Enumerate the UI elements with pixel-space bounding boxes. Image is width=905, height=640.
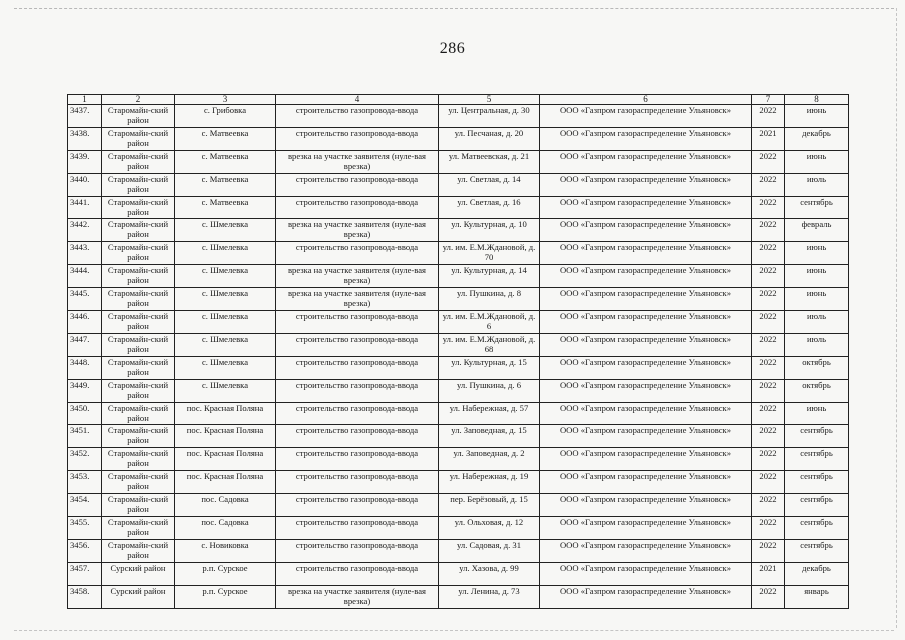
month-cell: октябрь <box>785 356 849 379</box>
gasification-schedule-table <box>67 94 849 609</box>
row-number: 3456. <box>68 539 102 562</box>
year-cell: 2022 <box>752 288 785 311</box>
table-row <box>68 539 849 562</box>
settlement-cell: с. Шмелевка <box>175 356 276 379</box>
month-cell: октябрь <box>785 379 849 402</box>
month-cell: сентябрь <box>785 539 849 562</box>
table-row <box>68 127 849 150</box>
organization-cell: ООО «Газпром газораспределение Ульяновск» <box>540 448 752 471</box>
address-cell: ул. Хазова, д. 99 <box>439 562 540 585</box>
month-cell: декабрь <box>785 127 849 150</box>
row-number: 3452. <box>68 448 102 471</box>
address-cell: ул. Пушкина, д. 8 <box>439 288 540 311</box>
row-number: 3441. <box>68 196 102 219</box>
table-row <box>68 150 849 173</box>
settlement-cell: пос. Красная Поляна <box>175 425 276 448</box>
table-row <box>68 379 849 402</box>
address-cell: пер. Берёзовый, д. 15 <box>439 494 540 517</box>
year-cell: 2022 <box>752 356 785 379</box>
settlement-cell: р.п. Сурское <box>175 585 276 608</box>
work-type-cell: врезка на участке заявителя (нуле-вая врезка) <box>276 150 439 173</box>
work-type-cell: строительство газопровода-ввода <box>276 448 439 471</box>
district-cell: Старомайн-ский район <box>102 402 175 425</box>
district-cell: Старомайн-ский район <box>102 333 175 356</box>
row-number: 3453. <box>68 471 102 494</box>
settlement-cell: с. Шмелевка <box>175 333 276 356</box>
work-type-cell: строительство газопровода-ввода <box>276 517 439 540</box>
work-type-cell: врезка на участке заявителя (нуле-вая врезка) <box>276 585 439 608</box>
column-header: 1 <box>68 95 102 105</box>
table-row <box>68 356 849 379</box>
district-cell: Старомайн-ский район <box>102 196 175 219</box>
row-number: 3439. <box>68 150 102 173</box>
work-type-cell: строительство газопровода-ввода <box>276 127 439 150</box>
table-row <box>68 517 849 540</box>
year-cell: 2022 <box>752 585 785 608</box>
district-cell: Старомайн-ский район <box>102 448 175 471</box>
column-header: 3 <box>175 95 276 105</box>
table-row <box>68 288 849 311</box>
district-cell: Сурский район <box>102 562 175 585</box>
year-cell: 2022 <box>752 379 785 402</box>
work-type-cell: строительство газопровода-ввода <box>276 356 439 379</box>
year-cell: 2022 <box>752 105 785 128</box>
district-cell: Старомайн-ский район <box>102 311 175 334</box>
month-cell: январь <box>785 585 849 608</box>
year-cell: 2022 <box>752 242 785 265</box>
work-type-cell: строительство газопровода-ввода <box>276 242 439 265</box>
year-cell: 2021 <box>752 127 785 150</box>
month-cell: июнь <box>785 242 849 265</box>
work-type-cell: строительство газопровода-ввода <box>276 311 439 334</box>
row-number: 3437. <box>68 105 102 128</box>
settlement-cell: с. Матвеевка <box>175 150 276 173</box>
organization-cell: ООО «Газпром газораспределение Ульяновск» <box>540 402 752 425</box>
address-cell: ул. Набережная, д. 19 <box>439 471 540 494</box>
table-row <box>68 425 849 448</box>
row-number: 3448. <box>68 356 102 379</box>
district-cell: Старомайн-ский район <box>102 356 175 379</box>
work-type-cell: строительство газопровода-ввода <box>276 196 439 219</box>
row-number: 3442. <box>68 219 102 242</box>
organization-cell: ООО «Газпром газораспределение Ульяновск» <box>540 265 752 288</box>
work-type-cell: строительство газопровода-ввода <box>276 379 439 402</box>
settlement-cell: с. Грибовка <box>175 105 276 128</box>
district-cell: Старомайн-ский район <box>102 494 175 517</box>
page-border-top <box>14 8 894 9</box>
organization-cell: ООО «Газпром газораспределение Ульяновск» <box>540 379 752 402</box>
row-number: 3458. <box>68 585 102 608</box>
work-type-cell: строительство газопровода-ввода <box>276 494 439 517</box>
settlement-cell: с. Шмелевка <box>175 219 276 242</box>
column-header: 5 <box>439 95 540 105</box>
month-cell: декабрь <box>785 562 849 585</box>
organization-cell: ООО «Газпром газораспределение Ульяновск» <box>540 311 752 334</box>
organization-cell: ООО «Газпром газораспределение Ульяновск» <box>540 425 752 448</box>
settlement-cell: с. Шмелевка <box>175 379 276 402</box>
table-row <box>68 471 849 494</box>
row-number: 3438. <box>68 127 102 150</box>
address-cell: ул. Культурная, д. 10 <box>439 219 540 242</box>
work-type-cell: врезка на участке заявителя (нуле-вая врезка) <box>276 288 439 311</box>
year-cell: 2022 <box>752 402 785 425</box>
page-border-bottom <box>14 630 894 631</box>
table-row <box>68 494 849 517</box>
district-cell: Старомайн-ский район <box>102 265 175 288</box>
address-cell: ул. им. Е.М.Ждановой, д. 68 <box>439 333 540 356</box>
month-cell: июнь <box>785 402 849 425</box>
settlement-cell: с. Шмелевка <box>175 288 276 311</box>
year-cell: 2022 <box>752 448 785 471</box>
district-cell: Старомайн-ский район <box>102 150 175 173</box>
settlement-cell: с. Шмелевка <box>175 242 276 265</box>
table-row <box>68 265 849 288</box>
address-cell: ул. Садовая, д. 31 <box>439 539 540 562</box>
organization-cell: ООО «Газпром газораспределение Ульяновск» <box>540 196 752 219</box>
table-row <box>68 242 849 265</box>
column-header: 8 <box>785 95 849 105</box>
month-cell: сентябрь <box>785 196 849 219</box>
organization-cell: ООО «Газпром газораспределение Ульяновск» <box>540 585 752 608</box>
year-cell: 2022 <box>752 150 785 173</box>
organization-cell: ООО «Газпром газораспределение Ульяновск» <box>540 127 752 150</box>
address-cell: ул. Матвеевская, д. 21 <box>439 150 540 173</box>
year-cell: 2022 <box>752 311 785 334</box>
year-cell: 2022 <box>752 425 785 448</box>
year-cell: 2022 <box>752 333 785 356</box>
address-cell: ул. Ленина, д. 73 <box>439 585 540 608</box>
header-row <box>68 95 849 105</box>
row-number: 3445. <box>68 288 102 311</box>
year-cell: 2022 <box>752 265 785 288</box>
address-cell: ул. Пушкина, д. 6 <box>439 379 540 402</box>
organization-cell: ООО «Газпром газораспределение Ульяновск» <box>540 173 752 196</box>
address-cell: ул. им. Е.М.Ждановой, д. 6 <box>439 311 540 334</box>
column-header: 6 <box>540 95 752 105</box>
address-cell: ул. Песчаная, д. 20 <box>439 127 540 150</box>
month-cell: июнь <box>785 105 849 128</box>
row-number: 3449. <box>68 379 102 402</box>
month-cell: сентябрь <box>785 471 849 494</box>
table-row <box>68 333 849 356</box>
table-row <box>68 402 849 425</box>
settlement-cell: с. Шмелевка <box>175 311 276 334</box>
organization-cell: ООО «Газпром газораспределение Ульяновск» <box>540 242 752 265</box>
year-cell: 2022 <box>752 517 785 540</box>
table-row <box>68 585 849 608</box>
row-number: 3443. <box>68 242 102 265</box>
settlement-cell: пос. Красная Поляна <box>175 471 276 494</box>
month-cell: июнь <box>785 288 849 311</box>
work-type-cell: строительство газопровода-ввода <box>276 173 439 196</box>
organization-cell: ООО «Газпром газораспределение Ульяновск» <box>540 356 752 379</box>
row-number: 3455. <box>68 517 102 540</box>
district-cell: Старомайн-ский район <box>102 219 175 242</box>
page-border-right <box>896 8 897 628</box>
address-cell: ул. Светлая, д. 14 <box>439 173 540 196</box>
district-cell: Старомайн-ский район <box>102 425 175 448</box>
work-type-cell: строительство газопровода-ввода <box>276 539 439 562</box>
organization-cell: ООО «Газпром газораспределение Ульяновск» <box>540 105 752 128</box>
year-cell: 2022 <box>752 219 785 242</box>
work-type-cell: врезка на участке заявителя (нуле-вая врезка) <box>276 265 439 288</box>
organization-cell: ООО «Газпром газораспределение Ульяновск» <box>540 150 752 173</box>
table-row <box>68 173 849 196</box>
year-cell: 2022 <box>752 471 785 494</box>
work-type-cell: врезка на участке заявителя (нуле-вая врезка) <box>276 219 439 242</box>
year-cell: 2022 <box>752 494 785 517</box>
district-cell: Сурский район <box>102 585 175 608</box>
work-type-cell: строительство газопровода-ввода <box>276 333 439 356</box>
month-cell: сентябрь <box>785 517 849 540</box>
year-cell: 2021 <box>752 562 785 585</box>
work-type-cell: строительство газопровода-ввода <box>276 105 439 128</box>
address-cell: ул. им. Е.М.Ждановой, д. 70 <box>439 242 540 265</box>
table-row <box>68 196 849 219</box>
district-cell: Старомайн-ский район <box>102 517 175 540</box>
district-cell: Старомайн-ский район <box>102 127 175 150</box>
settlement-cell: с. Матвеевка <box>175 173 276 196</box>
work-type-cell: строительство газопровода-ввода <box>276 402 439 425</box>
table-row <box>68 105 849 128</box>
organization-cell: ООО «Газпром газораспределение Ульяновск» <box>540 517 752 540</box>
district-cell: Старомайн-ский район <box>102 173 175 196</box>
page-number: 286 <box>439 40 466 57</box>
address-cell: ул. Светлая, д. 16 <box>439 196 540 219</box>
organization-cell: ООО «Газпром газораспределение Ульяновск» <box>540 219 752 242</box>
column-header: 4 <box>276 95 439 105</box>
settlement-cell: пос. Садовка <box>175 494 276 517</box>
organization-cell: ООО «Газпром газораспределение Ульяновск» <box>540 494 752 517</box>
row-number: 3457. <box>68 562 102 585</box>
month-cell: июнь <box>785 265 849 288</box>
district-cell: Старомайн-ский район <box>102 288 175 311</box>
district-cell: Старомайн-ский район <box>102 105 175 128</box>
district-cell: Старомайн-ский район <box>102 539 175 562</box>
row-number: 3450. <box>68 402 102 425</box>
month-cell: июль <box>785 333 849 356</box>
row-number: 3451. <box>68 425 102 448</box>
month-cell: сентябрь <box>785 448 849 471</box>
work-type-cell: строительство газопровода-ввода <box>276 562 439 585</box>
work-type-cell: строительство газопровода-ввода <box>276 425 439 448</box>
month-cell: июль <box>785 173 849 196</box>
column-header: 2 <box>102 95 175 105</box>
table-row <box>68 311 849 334</box>
organization-cell: ООО «Газпром газораспределение Ульяновск» <box>540 471 752 494</box>
table-row <box>68 448 849 471</box>
settlement-cell: с. Матвеевка <box>175 196 276 219</box>
month-cell: сентябрь <box>785 425 849 448</box>
row-number: 3440. <box>68 173 102 196</box>
work-type-cell: строительство газопровода-ввода <box>276 471 439 494</box>
address-cell: ул. Центральная, д. 30 <box>439 105 540 128</box>
organization-cell: ООО «Газпром газораспределение Ульяновск» <box>540 333 752 356</box>
district-cell: Старомайн-ский район <box>102 242 175 265</box>
settlement-cell: с. Шмелевка <box>175 265 276 288</box>
row-number: 3454. <box>68 494 102 517</box>
year-cell: 2022 <box>752 173 785 196</box>
table-row <box>68 562 849 585</box>
month-cell: июль <box>785 311 849 334</box>
settlement-cell: р.п. Сурское <box>175 562 276 585</box>
settlement-cell: с. Матвеевка <box>175 127 276 150</box>
settlement-cell: пос. Садовка <box>175 517 276 540</box>
year-cell: 2022 <box>752 539 785 562</box>
district-cell: Старомайн-ский район <box>102 471 175 494</box>
settlement-cell: с. Новиковка <box>175 539 276 562</box>
table-row <box>68 219 849 242</box>
year-cell: 2022 <box>752 196 785 219</box>
settlement-cell: пос. Красная Поляна <box>175 402 276 425</box>
month-cell: февраль <box>785 219 849 242</box>
address-cell: ул. Культурная, д. 14 <box>439 265 540 288</box>
address-cell: ул. Ольховая, д. 12 <box>439 517 540 540</box>
address-cell: ул. Заповедная, д. 15 <box>439 425 540 448</box>
organization-cell: ООО «Газпром газораспределение Ульяновск» <box>540 288 752 311</box>
organization-cell: ООО «Газпром газораспределение Ульяновск» <box>540 539 752 562</box>
address-cell: ул. Заповедная, д. 2 <box>439 448 540 471</box>
address-cell: ул. Культурная, д. 15 <box>439 356 540 379</box>
month-cell: сентябрь <box>785 494 849 517</box>
month-cell: июнь <box>785 150 849 173</box>
settlement-cell: пос. Красная Поляна <box>175 448 276 471</box>
row-number: 3446. <box>68 311 102 334</box>
district-cell: Старомайн-ский район <box>102 379 175 402</box>
address-cell: ул. Набережная, д. 57 <box>439 402 540 425</box>
row-number: 3444. <box>68 265 102 288</box>
column-header: 7 <box>752 95 785 105</box>
row-number: 3447. <box>68 333 102 356</box>
organization-cell: ООО «Газпром газораспределение Ульяновск» <box>540 562 752 585</box>
